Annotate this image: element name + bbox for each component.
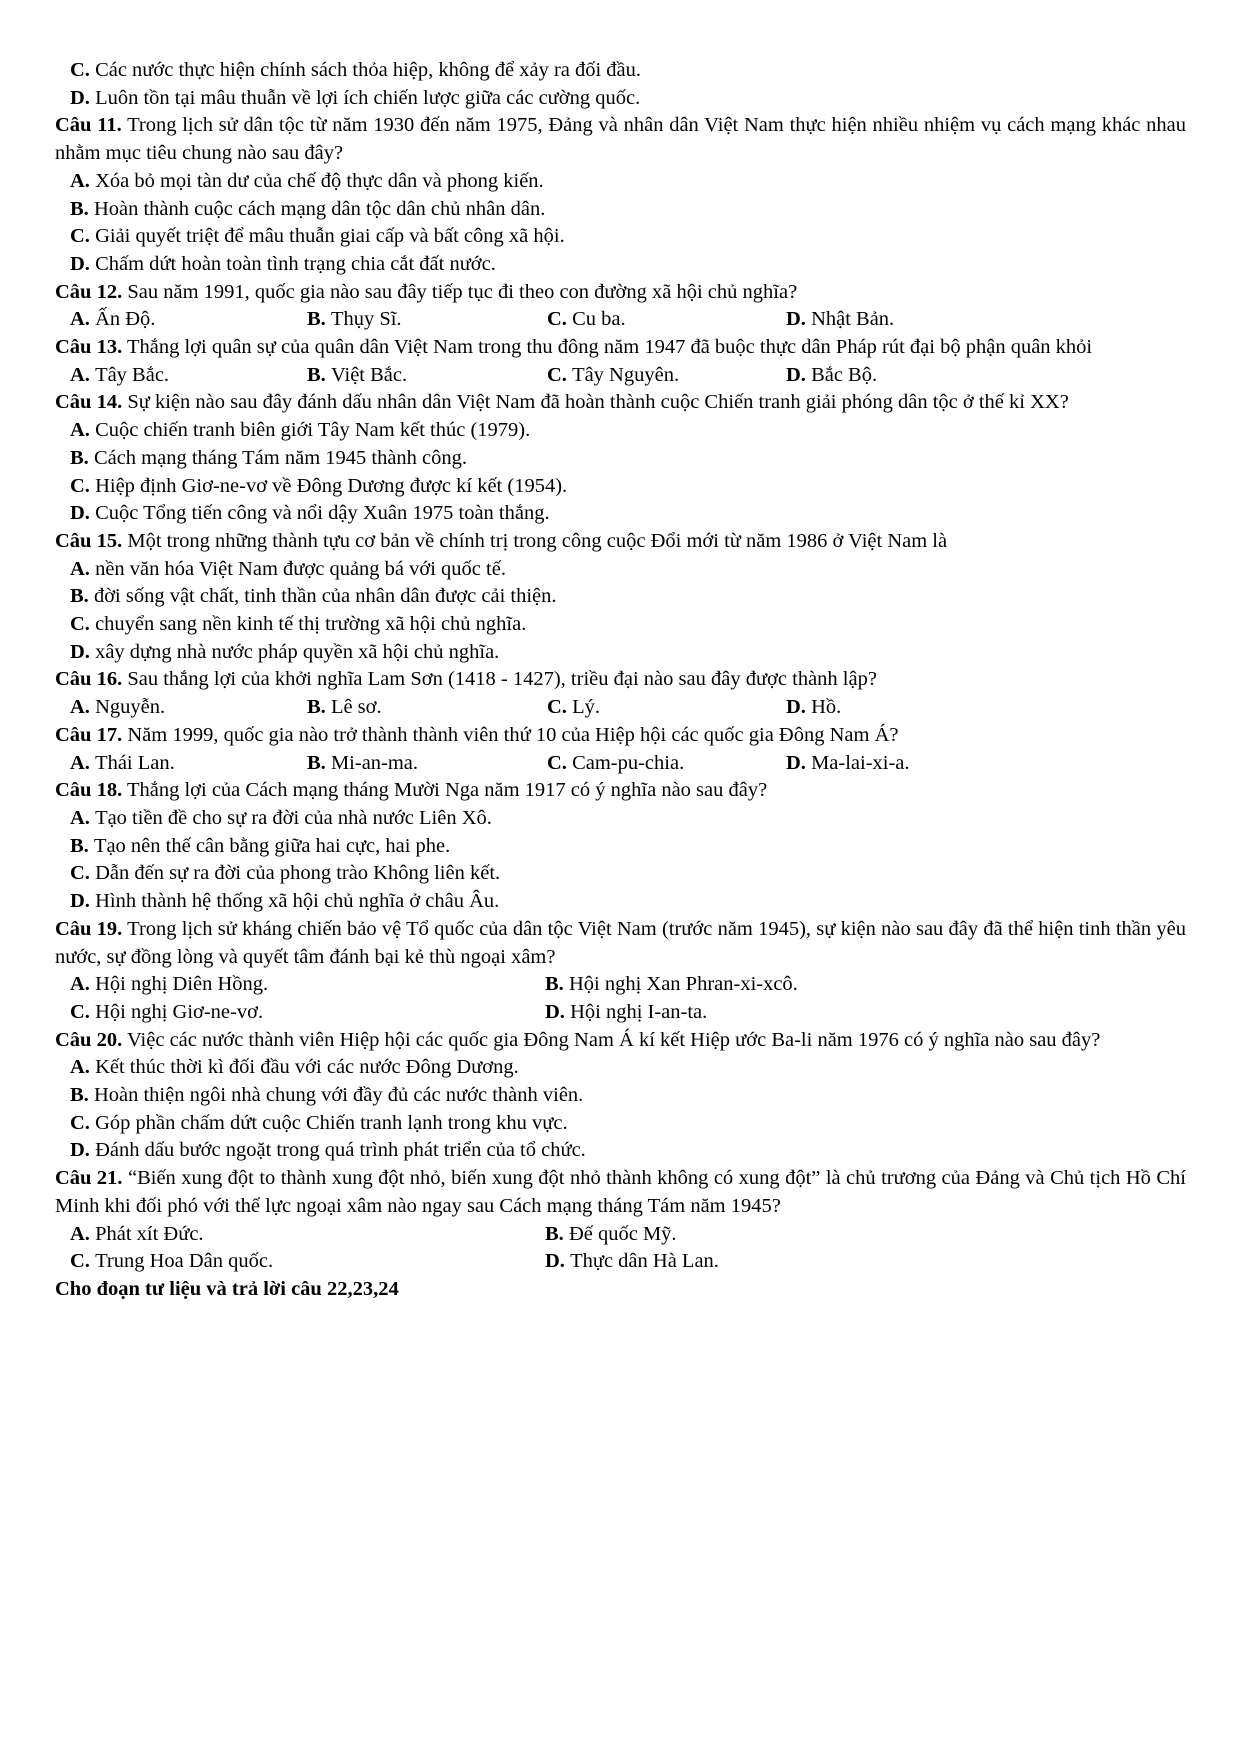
option-label: C. <box>70 1111 90 1134</box>
answer-option <box>545 1248 1186 1276</box>
option-text: chuyển sang nền kinh tế thị trường xã hội chủ nghĩa. <box>89 613 527 636</box>
question-body: Trong lịch sử dân tộc từ năm 1930 đến năm 1975, Đảng và nhân dân Việt Nam thực hiện nhiều nhiệm vụ cách mạng khác nhau nhằm mục tiêu chung nào sau đây? <box>55 114 1186 165</box>
option-label: C. <box>70 862 90 885</box>
answer-option <box>70 1248 545 1276</box>
answer-option <box>70 862 500 884</box>
option-line <box>55 556 1186 584</box>
answer-option <box>70 1056 519 1078</box>
option-line <box>55 860 1186 888</box>
answer-option <box>70 502 550 524</box>
option-line <box>55 583 1186 611</box>
answer-option <box>70 890 499 912</box>
option-text: Phát xít Đức. <box>89 1222 204 1245</box>
option-label: C. <box>70 225 90 248</box>
option-text: Chấm dứt hoàn toàn tình trạng chia cắt đất nước. <box>89 252 496 275</box>
answer-option <box>786 306 1186 334</box>
answer-option <box>70 225 565 247</box>
option-line <box>55 251 1186 279</box>
question-number: Câu 21. <box>55 1167 123 1190</box>
answer-option <box>70 1139 586 1161</box>
option-text: Hoàn thiện ngôi nhà chung với đầy đủ các nước thành viên. <box>88 1084 584 1107</box>
option-label: D. <box>70 502 90 525</box>
option-text: Luôn tồn tại mâu thuẫn về lợi ích chiến lược giữa các cường quốc. <box>89 86 641 109</box>
answer-option <box>70 1084 583 1106</box>
answer-option <box>786 750 1186 778</box>
option-line <box>55 1137 1186 1165</box>
option-label: A. <box>70 806 90 829</box>
question-text <box>55 1165 1186 1220</box>
question-number: Câu 20. <box>55 1028 123 1051</box>
answer-option <box>70 835 450 857</box>
answer-option <box>70 306 307 334</box>
answer-option <box>545 1221 1186 1249</box>
answer-option <box>307 362 547 390</box>
option-line <box>55 417 1186 445</box>
question-number: Câu 11. <box>55 114 122 137</box>
option-text: Đế quốc Mỹ. <box>563 1222 677 1245</box>
answer-option <box>70 447 467 469</box>
option-text: Ấn Độ. <box>89 308 156 331</box>
answer-option <box>70 750 307 778</box>
option-line <box>55 1082 1186 1110</box>
option-text: Cam-pu-chia. <box>566 751 685 774</box>
option-text: Thụy Sĩ. <box>325 308 402 331</box>
option-text: Thái Lan. <box>89 751 175 774</box>
option-label: C. <box>70 1000 90 1023</box>
answer-option <box>547 306 786 334</box>
question-body: Việc các nước thành viên Hiệp hội các quốc gia Đông Nam Á kí kết Hiệp ước Ba-li năm 1976 có ý nghĩa nào sau đây? <box>122 1028 1101 1051</box>
answer-option <box>70 253 496 275</box>
option-text: Tây Nguyên. <box>566 363 680 386</box>
option-label: B. <box>70 446 89 469</box>
question-number: Câu 15. <box>55 529 123 552</box>
answer-option <box>786 694 1186 722</box>
question-number: Câu 19. <box>55 917 123 940</box>
option-label: C. <box>70 474 90 497</box>
option-label: A. <box>70 363 90 386</box>
question-text <box>55 916 1186 971</box>
option-label: A. <box>70 1222 90 1245</box>
option-label: B. <box>307 363 326 386</box>
question-text <box>55 112 1186 167</box>
option-label: A. <box>70 696 90 719</box>
options-row <box>55 694 1186 722</box>
question-text <box>55 1027 1186 1055</box>
option-line <box>55 639 1186 667</box>
option-label: B. <box>70 197 89 220</box>
question-body: Trong lịch sử kháng chiến bảo vệ Tổ quốc của dân tộc Việt Nam (trước năm 1945), sự kiện nào sau đây đã thể hiện tinh thần yêu nước, sự đồng lòng và quyết tâm đánh bại kẻ thù ngoại xâm? <box>55 917 1186 968</box>
answer-option <box>70 971 545 999</box>
answer-option <box>307 306 547 334</box>
answer-option <box>786 362 1186 390</box>
option-label: D. <box>545 1250 565 1273</box>
answer-option <box>70 999 545 1027</box>
option-line <box>55 223 1186 251</box>
option-text: Cu ba. <box>566 308 626 331</box>
option-label: D. <box>786 363 806 386</box>
options-row <box>55 306 1186 334</box>
question-body: “Biến xung đột to thành xung đột nhỏ, biến xung đột nhỏ thành không có xung đột” là chủ trương của Đảng và Chủ tịch Hồ Chí Minh khi đối phó với thế lực ngoại xâm nào ngay sau Cách mạng tháng Tám năm 1945? <box>55 1167 1186 1217</box>
option-label: B. <box>70 1084 89 1107</box>
option-line <box>55 473 1186 501</box>
answer-option <box>70 694 307 722</box>
question-text <box>55 722 1186 750</box>
option-text: Thực dân Hà Lan. <box>564 1250 719 1273</box>
question-text <box>55 528 1186 556</box>
option-label: B. <box>307 308 326 331</box>
question-number: Câu 12. <box>55 280 123 303</box>
option-text: đời sống vật chất, tinh thần của nhân dân được cải thiện. <box>88 585 557 608</box>
option-label: C. <box>547 308 567 331</box>
option-text: Tạo nên thế cân bằng giữa hai cực, hai phe. <box>88 834 451 857</box>
option-line <box>55 168 1186 196</box>
option-text: Hoàn thành cuộc cách mạng dân tộc dân chủ nhân dân. <box>88 197 546 220</box>
option-label: D. <box>70 1139 90 1162</box>
option-line <box>55 611 1186 639</box>
option-text: Giải quyết triệt để mâu thuẫn giai cấp và bất công xã hội. <box>89 225 565 248</box>
option-text: Lý. <box>566 696 600 719</box>
option-text: Tạo tiền đề cho sự ra đời của nhà nước Liên Xô. <box>89 806 492 829</box>
option-label: C. <box>547 363 567 386</box>
option-text: Hình thành hệ thống xã hội chủ nghĩa ở châu Âu. <box>89 890 500 913</box>
option-label: D. <box>786 751 806 774</box>
question-text <box>55 334 1186 362</box>
option-text: Hội nghị Diên Hồng. <box>89 973 269 996</box>
option-text: Dẫn đến sự ra đời của phong trào Không liên kết. <box>89 862 501 885</box>
option-text: Xóa bỏ mọi tàn dư của chế độ thực dân và phong kiến. <box>89 169 544 192</box>
option-text: Nguyễn. <box>89 696 166 719</box>
question-body: Sau thắng lợi của khởi nghĩa Lam Sơn (1418 - 1427), triều đại nào sau đây được thành lập? <box>122 668 877 691</box>
option-text: Kết thúc thời kì đối đầu với các nước Đông Dương. <box>89 1056 519 1079</box>
answer-option <box>70 1221 545 1249</box>
option-label: D. <box>70 890 90 913</box>
option-label: B. <box>70 585 89 608</box>
question-body: Sau năm 1991, quốc gia nào sau đây tiếp tục đi theo con đường xã hội chủ nghĩa? <box>122 280 798 303</box>
carryover-option-line <box>55 85 1186 113</box>
option-label: A. <box>70 419 90 442</box>
option-line <box>55 888 1186 916</box>
exam-page <box>55 57 1186 1304</box>
option-text: Cuộc chiến tranh biên giới Tây Nam kết thúc (1979). <box>89 419 531 442</box>
question-body: Một trong những thành tựu cơ bản về chính trị trong công cuộc Đổi mới từ năm 1986 ở Việt Nam là <box>122 529 948 552</box>
option-text: Trung Hoa Dân quốc. <box>89 1250 274 1273</box>
options-row <box>55 971 1186 1026</box>
question-text <box>55 777 1186 805</box>
option-text: Đánh dấu bước ngoặt trong quá trình phát triển của tổ chức. <box>89 1139 586 1162</box>
answer-option <box>70 59 641 81</box>
answer-option <box>70 362 307 390</box>
option-label: D. <box>786 696 806 719</box>
option-label: C. <box>70 613 90 636</box>
option-text: Cuộc Tổng tiến công và nổi dậy Xuân 1975 toàn thắng. <box>89 502 550 525</box>
section-heading: Cho đoạn tư liệu và trả lời câu 22,23,24 <box>55 1277 399 1300</box>
option-text: Việt Bắc. <box>325 363 408 386</box>
option-label: D. <box>70 86 90 109</box>
option-label: C. <box>547 696 567 719</box>
option-label: A. <box>70 308 90 331</box>
option-text: Bắc Bộ. <box>805 363 878 386</box>
answer-option <box>70 585 557 607</box>
option-label: B. <box>70 834 89 857</box>
option-label: A. <box>70 169 90 192</box>
option-text: xây dựng nhà nước pháp quyền xã hội chủ nghĩa. <box>89 640 500 663</box>
options-row <box>55 750 1186 778</box>
option-line <box>55 1054 1186 1082</box>
option-label: C. <box>70 59 90 81</box>
option-label: D. <box>70 640 90 663</box>
option-line <box>55 196 1186 224</box>
answer-option <box>70 475 567 497</box>
question-number: Câu 14. <box>55 391 123 414</box>
question-body: Thắng lợi của Cách mạng tháng Mười Nga năm 1917 có ý nghĩa nào sau đây? <box>122 779 768 802</box>
question-number: Câu 13. <box>55 336 123 359</box>
answer-option <box>70 198 545 220</box>
answer-option <box>307 694 547 722</box>
option-label: A. <box>70 973 90 996</box>
option-label: B. <box>307 696 326 719</box>
question-number: Câu 17. <box>55 723 123 746</box>
option-label: C. <box>547 751 567 774</box>
option-text: nền văn hóa Việt Nam được quảng bá với quốc tế. <box>89 557 506 580</box>
answer-option <box>70 1112 568 1134</box>
options-row <box>55 362 1186 390</box>
option-label: D. <box>545 1000 565 1023</box>
question-number: Câu 16. <box>55 668 123 691</box>
option-text: Các nước thực hiện chính sách thỏa hiệp, không để xảy ra đối đầu. <box>89 59 642 81</box>
option-text: Hội nghị Xan Phran-xi-xcô. <box>563 973 798 996</box>
option-text: Hội nghị I-an-ta. <box>564 1000 708 1023</box>
answer-option <box>547 750 786 778</box>
question-number: Câu 18. <box>55 779 123 802</box>
question-text <box>55 389 1186 417</box>
option-label: A. <box>70 1056 90 1079</box>
option-text: Hội nghị Giơ-ne-vơ. <box>89 1000 264 1023</box>
option-text: Tây Bắc. <box>89 363 170 386</box>
answer-option <box>70 613 526 635</box>
option-line <box>55 445 1186 473</box>
answer-option <box>547 694 786 722</box>
option-text: Góp phần chấm dứt cuộc Chiến tranh lạnh trong khu vực. <box>89 1111 568 1134</box>
option-text: Ma-lai-xi-a. <box>805 751 910 774</box>
answer-option <box>70 170 544 192</box>
option-label: B. <box>307 751 326 774</box>
option-label: A. <box>70 751 90 774</box>
option-label: A. <box>70 557 90 580</box>
carryover-option-line <box>55 57 1186 85</box>
answer-option <box>70 87 640 109</box>
option-text: Hồ. <box>805 696 842 719</box>
option-label: D. <box>70 252 90 275</box>
option-line <box>55 1110 1186 1138</box>
question-body: Sự kiện nào sau đây đánh dấu nhân dân Việt Nam đã hoàn thành cuộc Chiến tranh giải phóng dân tộc ở thế kỉ XX? <box>122 391 1069 414</box>
question-text <box>55 666 1186 694</box>
option-label: B. <box>545 1222 564 1245</box>
option-label: B. <box>545 973 564 996</box>
answer-option <box>545 999 1186 1027</box>
option-text: Nhật Bản. <box>805 308 895 331</box>
option-label: C. <box>70 1250 90 1273</box>
option-line <box>55 833 1186 861</box>
answer-option <box>547 362 786 390</box>
option-line <box>55 500 1186 528</box>
question-body: Thắng lợi quân sự của quân dân Việt Nam trong thu đông năm 1947 đã buộc thực dân Pháp rút đại bộ phận quân khỏi <box>122 336 1093 359</box>
options-row <box>55 1221 1186 1276</box>
answer-option <box>70 807 492 829</box>
option-line <box>55 805 1186 833</box>
option-label: D. <box>786 308 806 331</box>
option-text: Mi-an-ma. <box>325 751 419 774</box>
option-text: Hiệp định Giơ-ne-vơ về Đông Dương được kí kết (1954). <box>89 474 568 497</box>
answer-option <box>307 750 547 778</box>
question-body: Năm 1999, quốc gia nào trở thành thành viên thứ 10 của Hiệp hội các quốc gia Đông Nam Á? <box>122 723 899 746</box>
question-text <box>55 279 1186 307</box>
answer-option <box>70 641 499 663</box>
answer-option <box>70 419 530 441</box>
option-text: Lê sơ. <box>325 696 382 719</box>
option-text: Cách mạng tháng Tám năm 1945 thành công. <box>88 446 468 469</box>
answer-option <box>545 971 1186 999</box>
answer-option <box>70 558 506 580</box>
